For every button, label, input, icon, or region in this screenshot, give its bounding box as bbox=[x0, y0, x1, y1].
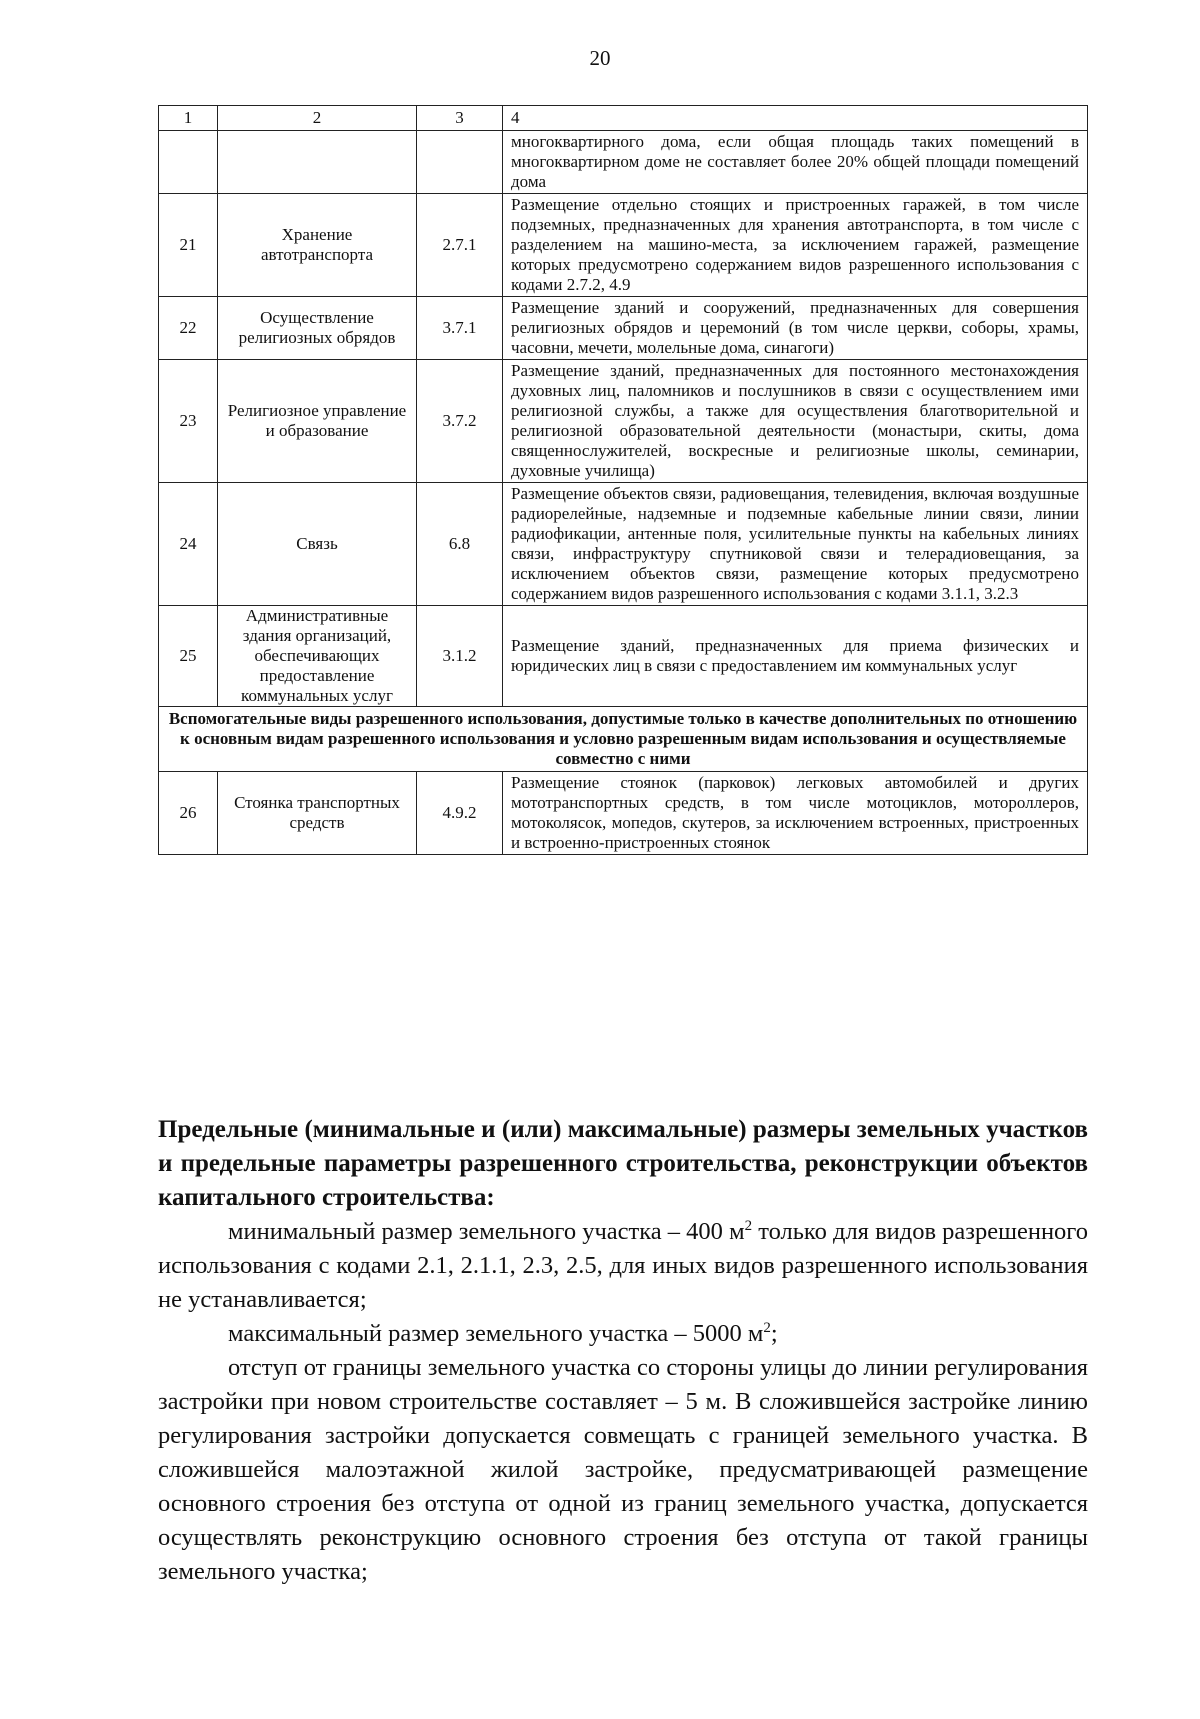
use-type-name: Осуществление религиозных обрядов bbox=[218, 297, 417, 360]
text: максимальный размер земельного участка – 5000 м bbox=[228, 1320, 764, 1347]
use-type-name bbox=[218, 131, 417, 194]
use-type-name: Хранение автотранспорта bbox=[218, 194, 417, 297]
column-header: 2 bbox=[218, 106, 417, 131]
use-code bbox=[417, 131, 503, 194]
use-code: 3.1.2 bbox=[417, 606, 503, 707]
text: ; bbox=[770, 1320, 778, 1347]
text: только для видов разрешенного использования с кодами 2.1, 2.1.1, 2.3, 2.5, для иных видов разрешенного использования не устанавливается; bbox=[158, 1218, 1088, 1313]
table-row bbox=[159, 772, 1088, 855]
column-header: 3 bbox=[417, 106, 503, 131]
column-header: 1 bbox=[159, 106, 218, 131]
section-title: Вспомогательные виды разрешенного использования, допустимые только в качестве дополнительных по отношению к основным видам разрешенного использования и условно разрешенным видам использования и осуществляемые совместно с ними bbox=[159, 707, 1088, 772]
table-row bbox=[159, 131, 1088, 194]
use-code: 3.7.1 bbox=[417, 297, 503, 360]
row-number: 25 bbox=[159, 606, 218, 707]
section-header-row bbox=[159, 707, 1088, 772]
row-number bbox=[159, 131, 218, 194]
use-description: Размещение объектов связи, радиовещания, телевидения, включая воздушные радиорелейные, надземные и подземные кабельные линии связи, линии радиофикации, антенные поля, усилительные пункты на кабельных линиях связи, инфраструктуру спутниковой связи и телерадиовещания, за исключением объектов связи, размещение которых предусмотрено содержанием видов разрешенного использования с кодами 3.1.1, 3.2.3 bbox=[503, 483, 1088, 606]
row-number: 26 bbox=[159, 772, 218, 855]
table-row bbox=[159, 194, 1088, 297]
use-code: 3.7.2 bbox=[417, 360, 503, 483]
table-row bbox=[159, 297, 1088, 360]
use-code: 4.9.2 bbox=[417, 772, 503, 855]
use-code: 6.8 bbox=[417, 483, 503, 606]
row-number: 23 bbox=[159, 360, 218, 483]
section-heading: Предельные (минимальные и (или) максимальные) размеры земельных участков и предельные параметры разрешенного строительства, реконструкции объектов капитального строительства: bbox=[158, 1116, 1088, 1211]
use-description: Размещение зданий и сооружений, предназначенных для совершения религиозных обрядов и церемоний (в том числе церкви, соборы, храмы, часовни, мечети, молельные дома, синагоги) bbox=[503, 297, 1088, 360]
table-header-row bbox=[159, 106, 1088, 131]
paragraph-min-size bbox=[158, 1215, 1088, 1317]
row-number: 21 bbox=[159, 194, 218, 297]
superscript: 2 bbox=[763, 1319, 771, 1336]
row-number: 24 bbox=[159, 483, 218, 606]
paragraph-setback: отступ от границы земельного участка со стороны улицы до линии регулирования застройки при новом строительстве составляет – 5 м. В сложившейся застройке линию регулирования застройки допускается совмещать с границей земельного участка. В сложившейся малоэтажной жилой застройке, предусматривающей размещение основного строения без отступа от одной из границ земельного участка, допускается осуществлять реконструкцию основного строения без отступа от такой границы земельного участка; bbox=[158, 1354, 1088, 1585]
use-type-name: Связь bbox=[218, 483, 417, 606]
land-use-table bbox=[158, 105, 1088, 855]
use-description: многоквартирного дома, если общая площадь таких помещений в многоквартирном доме не составляет более 20% общей площади помещений дома bbox=[503, 131, 1088, 194]
table-row bbox=[159, 483, 1088, 606]
table-row bbox=[159, 360, 1088, 483]
use-type-name: Стоянка транспортных средств bbox=[218, 772, 417, 855]
use-description: Размещение зданий, предназначенных для приема физических и юридических лиц в связи с предоставлением им коммунальных услуг bbox=[503, 606, 1088, 707]
use-description: Размещение стоянок (парковок) легковых автомобилей и других мототранспортных средств, в том числе мотоциклов, мотороллеров, мотоколясок, мопедов, скутеров, за исключением встроенных, пристроенных и встроенно-пристроенных стоянок bbox=[503, 772, 1088, 855]
text: минимальный размер земельного участка – 400 м bbox=[228, 1218, 745, 1245]
row-number: 22 bbox=[159, 297, 218, 360]
page-number: 20 bbox=[589, 46, 611, 70]
superscript: 2 bbox=[744, 1217, 753, 1234]
parameters-section bbox=[158, 1113, 1088, 1589]
use-description: Размещение зданий, предназначенных для постоянного местонахождения духовных лиц, паломников и послушников в связи с осуществлением ими религиозной службы, а также для осуществления благотворительной и религиозной образовательной деятельности (монастыри, скиты, дома священнослужителей, воскресные и религиозные школы, семинарии, духовные училища) bbox=[503, 360, 1088, 483]
use-code: 2.7.1 bbox=[417, 194, 503, 297]
use-description: Размещение отдельно стоящих и пристроенных гаражей, в том числе подземных, предназначенных для хранения автотранспорта, в том числе с разделением на машино-места, за исключением гаражей, размещение которых предусмотрено содержанием видов разрешенного использования с кодами 2.7.2, 4.9 bbox=[503, 194, 1088, 297]
paragraph-max-size bbox=[158, 1317, 1088, 1351]
use-type-name: Религиозное управление и образование bbox=[218, 360, 417, 483]
column-header: 4 bbox=[503, 106, 1088, 131]
table-row bbox=[159, 606, 1088, 707]
use-type-name: Административные здания организаций, обеспечивающих предоставление коммунальных услуг bbox=[218, 606, 417, 707]
